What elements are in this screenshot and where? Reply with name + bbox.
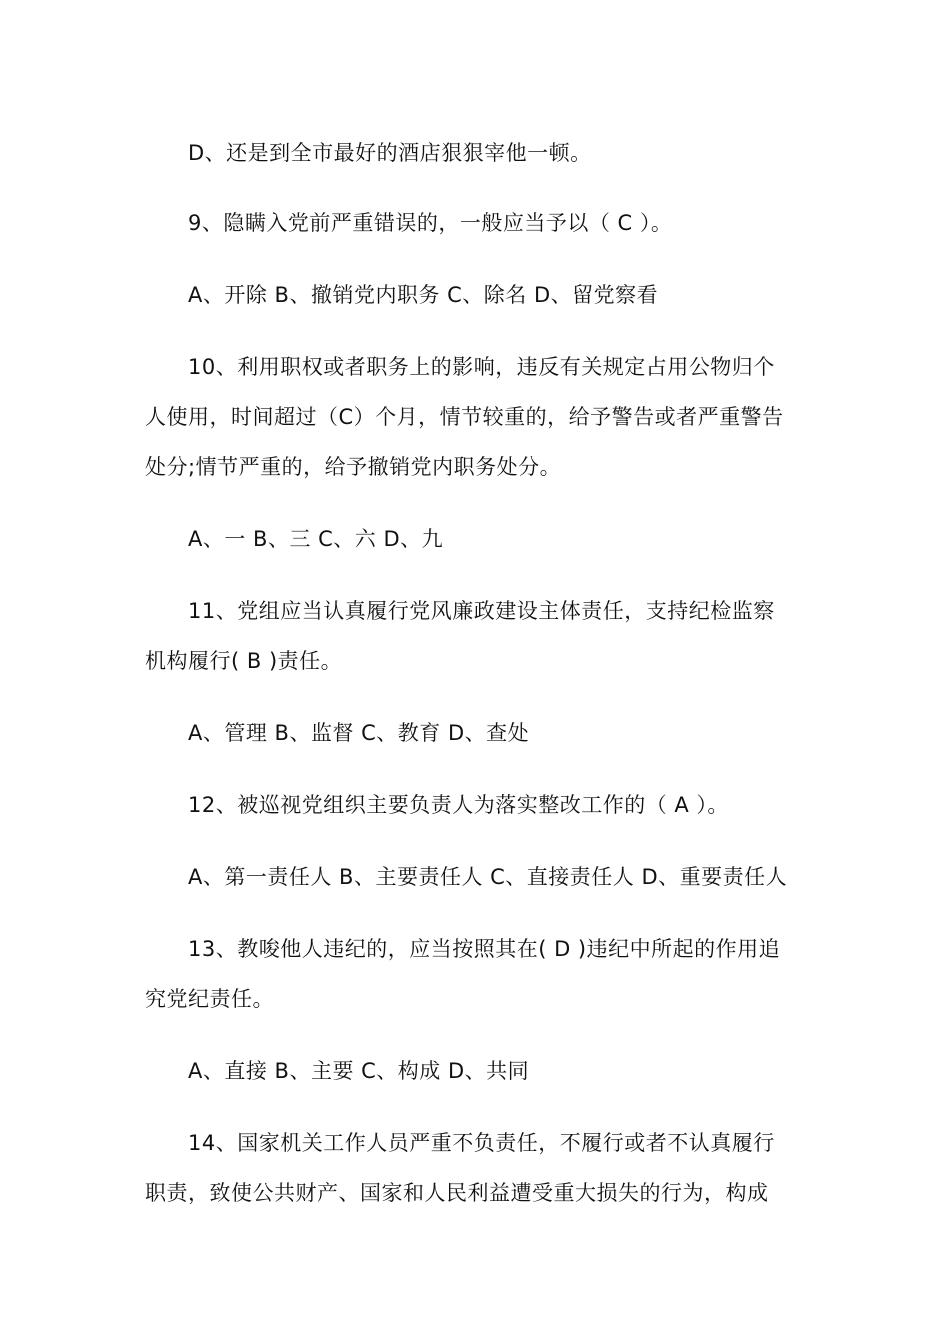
options-q13: A、直接 B、主要 C、构成 D、共同 [188, 1059, 530, 1083]
question-9: 9、隐瞒入党前严重错误的，一般应当予以（ C ）。 [188, 211, 673, 235]
question-10-line-3: 处分;情节严重的，给予撤销党内职务处分。 [145, 455, 562, 479]
question-14-line-1: 14、国家机关工作人员严重不负责任，不履行或者不认真履行 [188, 1131, 775, 1155]
answer-option-line-q8-d: D、还是到全市最好的酒店狠狠宰他一顿。 [188, 141, 592, 165]
question-14-line-2: 职责，致使公共财产、国家和人民利益遭受重大损失的行为，构成 [145, 1181, 769, 1205]
options-q12: A、第一责任人 B、主要责任人 C、直接责任人 D、重要责任人 [188, 865, 788, 889]
question-10-line-2: 人使用，时间超过（C）个月，情节较重的，给予警告或者严重警告 [145, 405, 784, 429]
question-13-line-2: 究党纪责任。 [145, 987, 274, 1011]
options-q11: A、管理 B、监督 C、教育 D、查处 [188, 721, 530, 745]
options-q9: A、开除 B、撤销党内职务 C、除名 D、留党察看 [188, 283, 659, 307]
question-11-line-1: 11、党组应当认真履行党风廉政建设主体责任，支持纪检监察 [188, 599, 775, 623]
question-11-line-2: 机构履行( B )责任。 [145, 649, 343, 673]
question-13-line-1: 13、教唆他人违纪的，应当按照其在( D )违纪中所起的作用追 [188, 937, 781, 961]
options-q10: A、一 B、三 C、六 D、九 [188, 527, 444, 551]
question-10-line-1: 10、利用职权或者职务上的影响，违反有关规定占用公物归个 [188, 355, 775, 379]
question-12: 12、被巡视党组织主要负责人为落实整改工作的（ A ）。 [188, 793, 729, 817]
